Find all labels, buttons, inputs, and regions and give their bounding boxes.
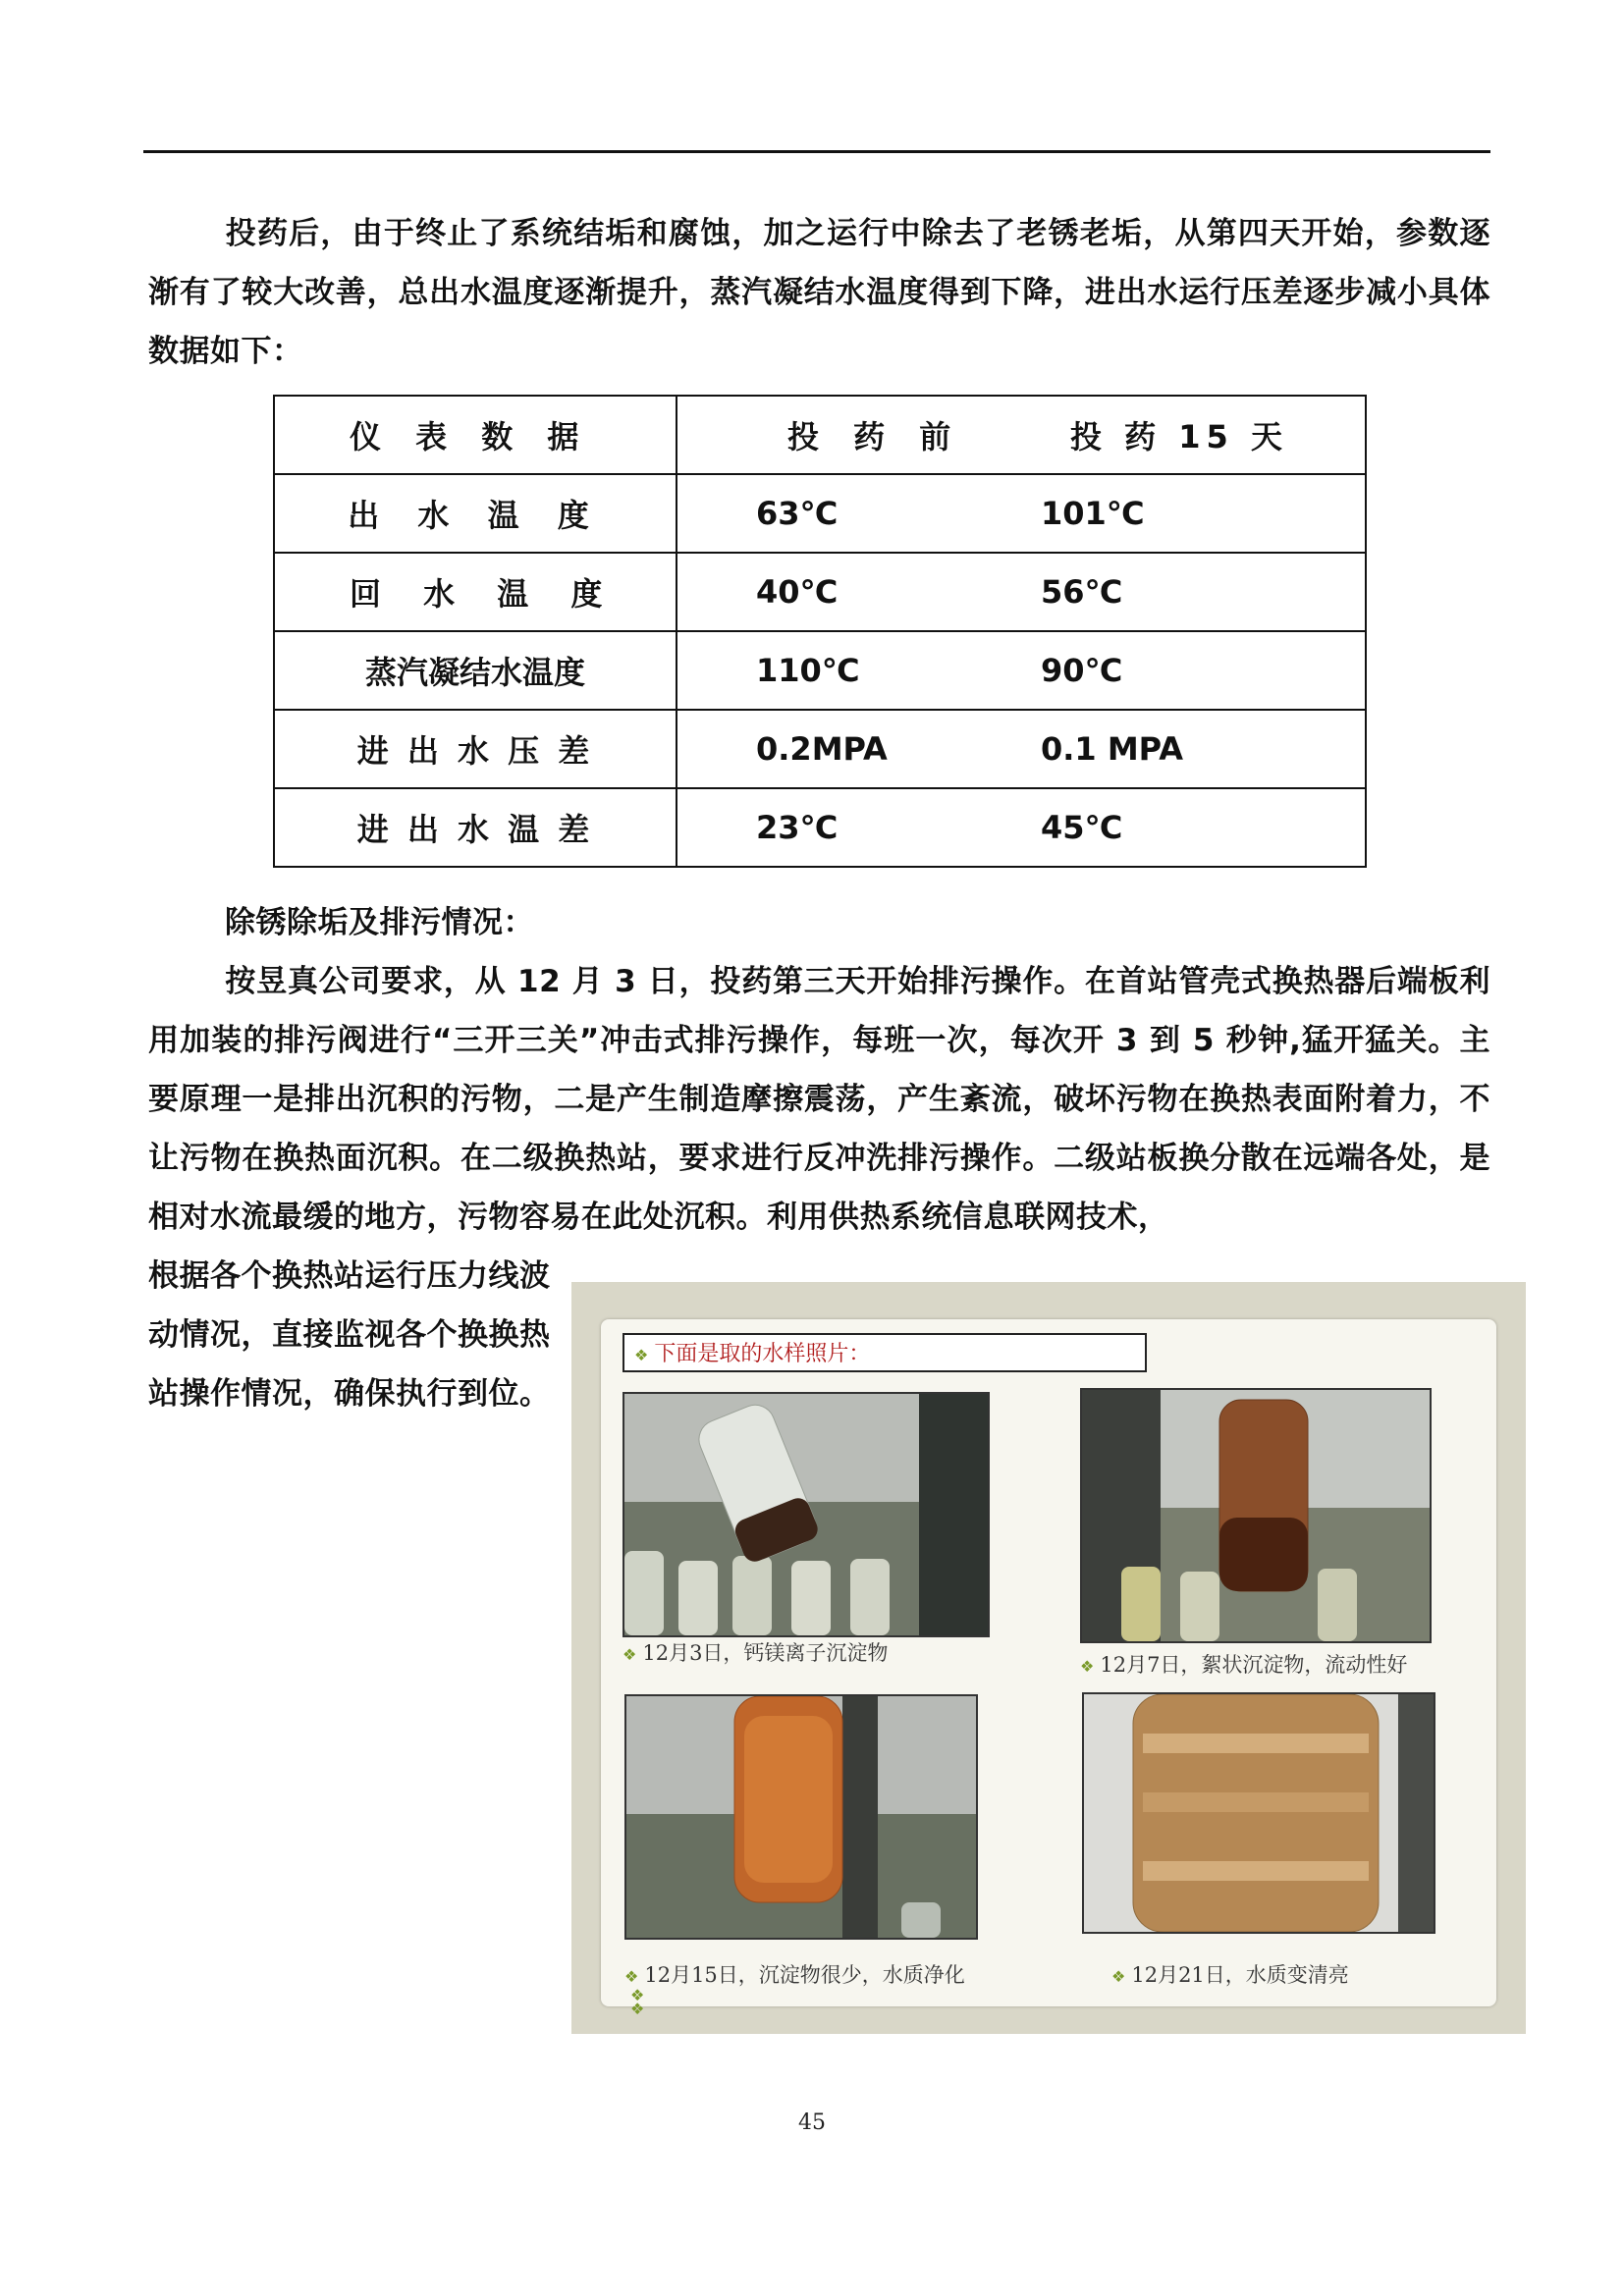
header-rule xyxy=(143,150,1490,153)
row-label: 蒸汽凝结水温度 xyxy=(364,654,585,691)
sample-photo-dec15 xyxy=(624,1694,978,1940)
diamond-bullet-icon: ❖ xyxy=(624,1967,639,1986)
value-after: 90℃ xyxy=(1041,652,1123,689)
caption-dec7: ❖ 12月7日，絮状沉淀物，流动性好 xyxy=(1080,1653,1408,1677)
diamond-bullet-icon: ❖ xyxy=(630,2000,645,2018)
value-before: 0.2MPA xyxy=(756,730,888,768)
table-row xyxy=(274,788,1366,867)
sample-photo-dec7-image xyxy=(1082,1390,1430,1641)
diamond-bullet-icon: ❖ xyxy=(630,1986,645,2004)
paragraph-results: 投药后，由于终止了系统结垢和腐蚀，加之运行中除去了老锈老垢，从第四天开始，参数逐渐有了较大改善，总出水温度逐渐提升，蒸汽凝结水温度得到下降，进出水运行压差逐步减小具体数据如下： xyxy=(148,216,1490,369)
value-after: 0.1 MPA xyxy=(1041,730,1183,768)
page-number: 45 xyxy=(798,2110,826,2135)
caption-dec21: ❖ 12月21日，水质变清亮 xyxy=(1111,1963,1349,1987)
sample-photo-dec3-image xyxy=(624,1394,988,1635)
paragraph-descaling: 按昱真公司要求，从 12 月 3 日，投药第三天开始排污操作。在首站管壳式换热器后端板利用加装的排污阀进行“三开三关”冲击式排污操作，每班一次，每次开 3 到 5 秒钟,猛开猛关。主要原理一是排出沉积的污物，二是产生制造摩擦震荡，产生紊流，破坏污物在换热表面附着力，不让污物在换热面沉积。在二级换热站，要求进行反冲洗排污操作。二级站板换分散在远端各处，是相对水流最缓的地方，污物容易在此处沉积。利用供热系统信息联网技术， xyxy=(148,964,1490,1235)
value-before: 23℃ xyxy=(756,809,839,846)
row-label: 出 水 温 度 xyxy=(348,497,603,534)
sample-photo-dec21 xyxy=(1082,1692,1435,1934)
paragraph-descaling-continued: 根据各个换热站运行压力线波动情况，直接监视各个换换热站操作情况，确保执行到位。 xyxy=(148,1258,551,1412)
header-before: 投 药 前 xyxy=(787,418,963,455)
value-before: 40℃ xyxy=(756,573,839,611)
photo-panel-title: ❖ 下面是取的水样照片： xyxy=(623,1333,1147,1372)
photo-slide xyxy=(601,1319,1496,2018)
row-label: 进 出 水 压 差 xyxy=(356,732,594,770)
table-row xyxy=(274,631,1366,710)
value-before: 110℃ xyxy=(756,652,860,689)
caption-dec3: ❖ 12月3日，钙镁离子沉淀物 xyxy=(623,1641,889,1665)
row-label: 回 水 温 度 xyxy=(350,575,619,613)
caption-dec15: ❖ 12月15日，沉淀物很少，水质净化 xyxy=(624,1963,965,1987)
section-heading: 除锈除垢及排污情况： xyxy=(225,905,534,940)
table-header-row xyxy=(274,396,1366,474)
sample-photo-dec3 xyxy=(623,1392,990,1637)
header-after: 投 药 15 天 xyxy=(1070,418,1288,455)
sample-photo-dec21-image xyxy=(1084,1694,1434,1932)
diamond-bullet-icon: ❖ xyxy=(634,1346,649,1364)
value-after: 101℃ xyxy=(1041,495,1145,532)
empty-bullets xyxy=(630,1986,650,2018)
table-row xyxy=(274,710,1366,788)
table-row xyxy=(274,553,1366,631)
row-label: 进 出 水 温 差 xyxy=(356,811,594,848)
diamond-bullet-icon: ❖ xyxy=(623,1645,637,1664)
header-instrument: 仪 表 数 据 xyxy=(350,418,591,455)
value-before: 63℃ xyxy=(756,495,839,532)
value-after: 45℃ xyxy=(1041,809,1123,846)
sample-photo-dec7 xyxy=(1080,1388,1432,1643)
table-row xyxy=(274,474,1366,553)
instrument-data-table xyxy=(273,395,1367,868)
diamond-bullet-icon: ❖ xyxy=(1080,1657,1095,1676)
sample-photo-dec15-image xyxy=(626,1696,976,1938)
water-sample-photo-panel xyxy=(571,1282,1526,2034)
value-after: 56℃ xyxy=(1041,573,1123,611)
diamond-bullet-icon: ❖ xyxy=(1111,1967,1126,1986)
